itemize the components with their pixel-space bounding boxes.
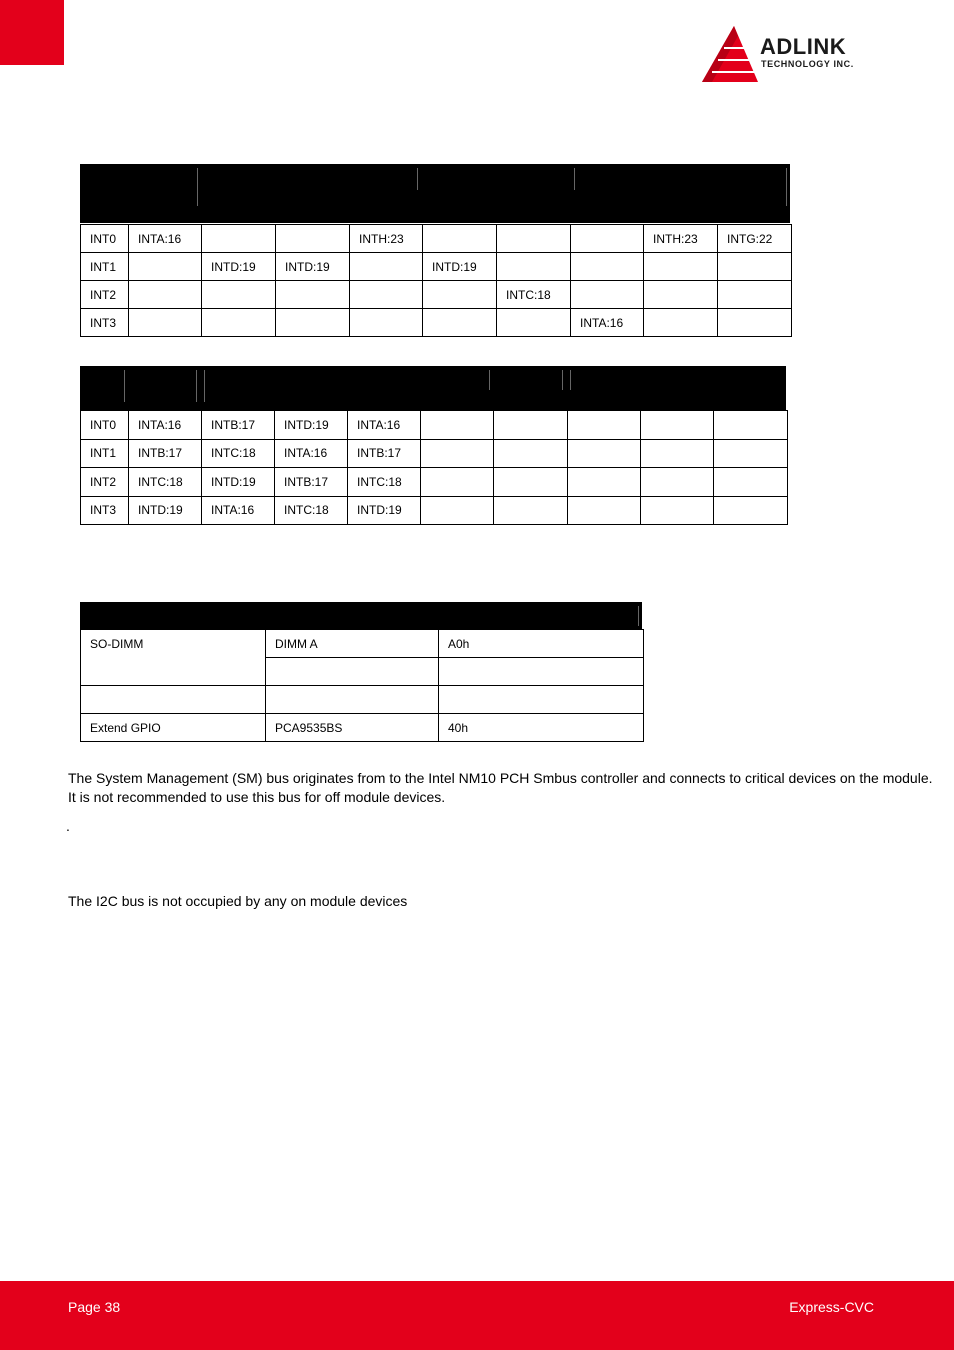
irq-mapping-cell: INTD:19	[129, 496, 202, 525]
smbus-description-line: It is not recommended to use this bus for off module devices.	[68, 789, 446, 805]
i2c-description: The I2C bus is not occupied by any on module devices	[68, 893, 408, 909]
table-cell: 40h	[439, 714, 644, 742]
irq-mapping-cell	[202, 281, 276, 309]
table-row	[81, 281, 792, 309]
irq-mapping-cell	[714, 468, 788, 497]
irq-mapping-cell	[641, 468, 714, 497]
irq-mapping-cell	[718, 309, 792, 337]
table1-header-divider	[197, 168, 198, 206]
table-cell	[266, 658, 439, 686]
irq-mapping-cell	[350, 309, 423, 337]
table-row	[81, 439, 788, 468]
irq-mapping-cell	[571, 225, 644, 253]
table-row	[81, 468, 788, 497]
smbus-table-header	[80, 602, 642, 629]
irq-mapping-cell: INTB:17	[129, 439, 202, 468]
irq-mapping-cell	[202, 225, 276, 253]
irq-mapping-cell	[421, 468, 494, 497]
irq-mapping-cell: INTB:17	[202, 411, 275, 440]
table1-header	[80, 164, 790, 223]
irq-mapping-cell: INTD:19	[423, 253, 497, 281]
table-cell: DIMM A	[266, 630, 439, 658]
irq-mapping-cell: INTH:23	[350, 225, 423, 253]
footer-bar	[0, 1281, 954, 1350]
irq-mapping-cell: INTA:16	[571, 309, 644, 337]
table-cell	[439, 686, 644, 714]
irq-mapping-cell	[568, 468, 641, 497]
irq-mapping-cell	[571, 253, 644, 281]
irq-mapping-cell	[276, 309, 350, 337]
irq-mapping-cell	[718, 281, 792, 309]
irq-mapping-cell: INTD:19	[276, 253, 350, 281]
smbus-device-table	[80, 629, 644, 742]
interrupt-line-cell: INT1	[81, 253, 129, 281]
smbus-description-line: The System Management (SM) bus originates from to the Intel NM10 PCH Smbus controller and connects to critical devices on the module.	[68, 770, 933, 786]
table2-header-divider	[204, 370, 205, 402]
table-row	[81, 309, 792, 337]
irq-mapping-cell	[129, 281, 202, 309]
irq-mapping-cell	[568, 411, 641, 440]
irq-mapping-cell	[129, 253, 202, 281]
table-row	[81, 411, 788, 440]
irq-mapping-cell: INTD:19	[275, 411, 348, 440]
table-cell: A0h	[439, 630, 644, 658]
irq-mapping-cell: INTC:18	[348, 468, 421, 497]
interrupt-line-cell: INT2	[81, 468, 129, 497]
table-row	[81, 630, 644, 658]
irq-mapping-cell	[641, 411, 714, 440]
table-row	[81, 496, 788, 525]
irq-mapping-cell: INTC:18	[129, 468, 202, 497]
table1-header-divider	[417, 168, 418, 190]
interrupt-line-cell: INT2	[81, 281, 129, 309]
smbus-description	[68, 769, 933, 807]
irq-mapping-cell	[497, 225, 571, 253]
table2-header-divider	[562, 370, 563, 390]
brand-subtitle: TECHNOLOGY INC.	[761, 59, 854, 69]
irq-mapping-cell	[714, 411, 788, 440]
interrupt-line-cell: INT0	[81, 225, 129, 253]
irq-mapping-cell	[494, 439, 568, 468]
table-cell: SO-DIMM	[81, 630, 266, 686]
page-number: Page 38	[68, 1299, 121, 1315]
irq-mapping-cell: INTA:16	[129, 225, 202, 253]
irq-mapping-cell	[568, 496, 641, 525]
irq-mapping-cell	[350, 253, 423, 281]
irq-mapping-cell	[421, 496, 494, 525]
irq-mapping-cell: INTC:18	[275, 496, 348, 525]
irq-mapping-cell	[494, 496, 568, 525]
irq-mapping-cell: INTD:19	[202, 253, 276, 281]
irq-mapping-cell	[571, 281, 644, 309]
interrupt-line-cell: INT3	[81, 496, 129, 525]
table2-header-divider	[489, 370, 490, 390]
brand-name: ADLINK	[760, 34, 847, 59]
irq-mapping-cell	[714, 439, 788, 468]
table-row	[81, 253, 792, 281]
irq-mapping-cell	[202, 309, 276, 337]
table1-header-divider	[786, 168, 787, 206]
interrupt-line-cell: INT3	[81, 309, 129, 337]
irq-mapping-cell	[568, 439, 641, 468]
irq-mapping-cell: INTA:16	[275, 439, 348, 468]
irq-mapping-cell: INTA:16	[202, 496, 275, 525]
irq-mapping-cell	[276, 225, 350, 253]
irq-mapping-cell	[423, 309, 497, 337]
adlink-triangle-icon	[700, 24, 760, 86]
table-row	[81, 714, 644, 742]
interrupt-line-cell: INT0	[81, 411, 129, 440]
interrupt-line-cell: INT1	[81, 439, 129, 468]
irq-mapping-cell	[644, 281, 718, 309]
irq-mapping-cell: INTD:19	[348, 496, 421, 525]
irq-mapping-cell	[276, 281, 350, 309]
pci-interrupt-table-2	[80, 410, 788, 525]
irq-mapping-cell	[497, 253, 571, 281]
irq-mapping-cell	[494, 468, 568, 497]
table-row	[81, 686, 644, 714]
irq-mapping-cell	[718, 253, 792, 281]
table2-header-divider	[124, 370, 125, 402]
adlink-logo	[700, 24, 890, 86]
irq-mapping-cell	[714, 496, 788, 525]
irq-mapping-cell: INTB:17	[275, 468, 348, 497]
irq-mapping-cell	[644, 309, 718, 337]
table-cell: PCA9535BS	[266, 714, 439, 742]
irq-mapping-cell	[497, 309, 571, 337]
irq-mapping-cell	[641, 496, 714, 525]
irq-mapping-cell: INTA:16	[129, 411, 202, 440]
irq-mapping-cell: INTA:16	[348, 411, 421, 440]
irq-mapping-cell	[350, 281, 423, 309]
pci-interrupt-table-1	[80, 224, 792, 337]
irq-mapping-cell: INTD:19	[202, 468, 275, 497]
stray-period: .	[66, 818, 70, 834]
irq-mapping-cell	[129, 309, 202, 337]
irq-mapping-cell: INTC:18	[497, 281, 571, 309]
corner-accent-block	[0, 0, 64, 65]
table-cell	[439, 658, 644, 686]
table2-header-divider	[196, 370, 197, 402]
irq-mapping-cell	[423, 281, 497, 309]
product-name: Express-CVC	[789, 1299, 874, 1315]
irq-mapping-cell	[421, 439, 494, 468]
irq-mapping-cell	[421, 411, 494, 440]
irq-mapping-cell: INTG:22	[718, 225, 792, 253]
table-row	[81, 225, 792, 253]
table2-header-divider	[570, 370, 571, 390]
table2-header	[80, 366, 786, 410]
irq-mapping-cell: INTH:23	[644, 225, 718, 253]
table1-header-divider	[574, 168, 575, 190]
irq-mapping-cell: INTB:17	[348, 439, 421, 468]
irq-mapping-cell	[641, 439, 714, 468]
table-cell	[81, 686, 266, 714]
table-cell	[266, 686, 439, 714]
irq-mapping-cell	[423, 225, 497, 253]
irq-mapping-cell	[644, 253, 718, 281]
irq-mapping-cell	[494, 411, 568, 440]
table-cell: Extend GPIO	[81, 714, 266, 742]
smbus-table-header-divider	[638, 606, 639, 626]
irq-mapping-cell: INTC:18	[202, 439, 275, 468]
